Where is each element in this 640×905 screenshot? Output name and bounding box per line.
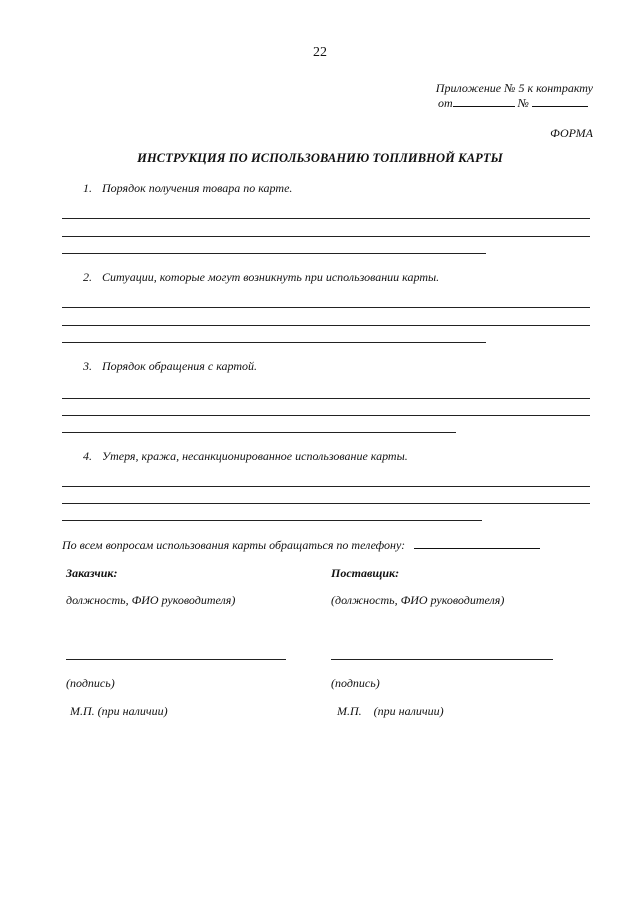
blank-line xyxy=(62,218,590,219)
supplier-signature-caption: (подпись) xyxy=(331,676,380,690)
blank-line xyxy=(62,253,486,254)
supplier-label: Поставщик: xyxy=(331,566,400,580)
blank-line xyxy=(62,325,590,326)
section-title: Порядок получения товара по карте. xyxy=(102,181,293,195)
section-1-heading xyxy=(83,181,292,196)
supplier-position: (должность, ФИО руководителя) xyxy=(331,593,505,607)
section-4-heading xyxy=(83,449,408,464)
blank-line xyxy=(62,486,590,487)
customer-position: должность, ФИО руководителя) xyxy=(66,593,236,607)
section-3-heading xyxy=(83,359,257,374)
blank-line xyxy=(62,342,486,343)
section-2-heading xyxy=(83,270,439,285)
phone-contact-line xyxy=(62,538,540,553)
document-title: ИНСТРУКЦИЯ ПО ИСПОЛЬЗОВАНИЮ ТОПЛИВНОЙ КАРТЫ xyxy=(137,151,503,165)
customer-label: Заказчик: xyxy=(66,566,118,580)
blank-line xyxy=(62,236,590,237)
section-number: 1. xyxy=(83,181,92,195)
section-title: Ситуации, которые могут возникнуть при использовании карты. xyxy=(102,270,440,284)
annex-number-sign: № xyxy=(517,96,529,110)
date-blank xyxy=(453,96,515,107)
supplier-signature-line xyxy=(331,659,553,660)
customer-stamp: М.П. (при наличии) xyxy=(70,704,168,718)
section-number: 2. xyxy=(83,270,92,284)
blank-line xyxy=(62,503,590,504)
section-title: Утеря, кража, несанкционированное использование карты. xyxy=(102,449,408,463)
blank-line xyxy=(62,398,590,399)
customer-signature-caption: (подпись) xyxy=(66,676,115,690)
section-title: Порядок обращения с картой. xyxy=(102,359,258,373)
annex-date-prefix: от xyxy=(438,96,453,110)
section-number: 4. xyxy=(83,449,92,463)
blank-line xyxy=(62,415,590,416)
blank-line xyxy=(62,432,456,433)
blank-line xyxy=(62,307,590,308)
number-blank xyxy=(532,96,588,107)
annex-reference: Приложение № 5 к контракту xyxy=(435,81,593,95)
annex-contract-line xyxy=(438,96,588,111)
phone-blank xyxy=(414,538,540,549)
form-label: ФОРМА xyxy=(550,126,593,140)
supplier-stamp: М.П. (при наличии) xyxy=(337,704,444,718)
blank-line xyxy=(62,520,482,521)
page-number: 22 xyxy=(313,45,327,60)
customer-signature-line xyxy=(66,659,286,660)
section-number: 3. xyxy=(83,359,92,373)
phone-text: По всем вопросам использования карты обращаться по телефону: xyxy=(62,538,406,552)
